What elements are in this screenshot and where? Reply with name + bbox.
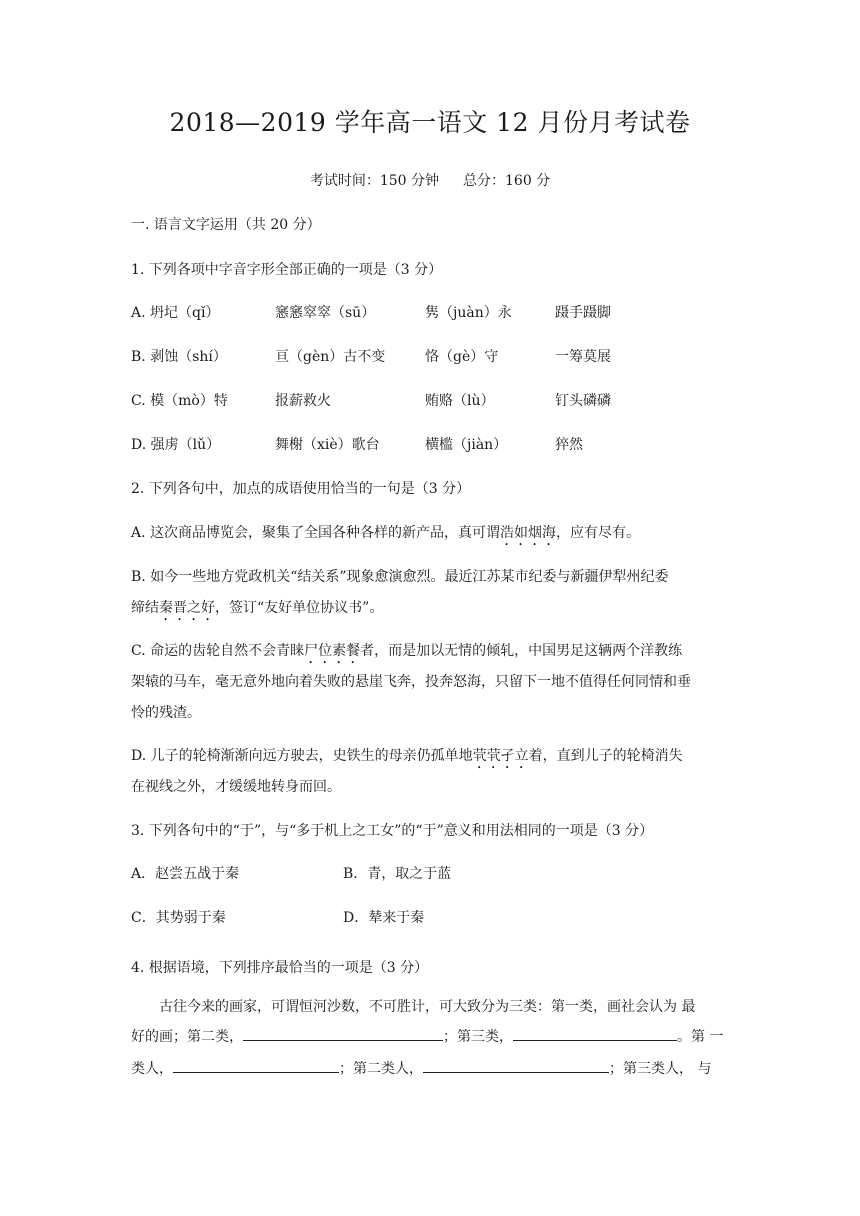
q2-a-text: A. 这次商品博览会，聚集了全国各种各样的新产品，真可谓	[131, 525, 501, 541]
fill-blank-1[interactable]	[243, 1026, 443, 1041]
q2-b-text: 缔结	[131, 600, 159, 616]
q4-text: 类人，	[131, 1061, 173, 1077]
question-4-stem: 4. 根据语境，下列排序最恰当的一项是（3 分）	[131, 960, 429, 976]
q1-option-b-1: B. 剥蚀（shí）	[131, 349, 227, 365]
q1-option-a-4: 蹑手蹑脚	[555, 305, 611, 321]
q1-option-b-4: 一筹莫展	[555, 349, 611, 365]
q2-option-a	[131, 522, 640, 549]
q1-option-d-2: 舞榭（xiè）歌台	[275, 437, 380, 453]
exam-info	[0, 170, 860, 190]
q4-passage-line3	[131, 1058, 711, 1078]
q2-c-dotted-idiom: 尸位素餐	[304, 643, 361, 659]
q2-option-c-line3: 怜的残渣。	[131, 705, 201, 721]
fill-blank-2[interactable]	[513, 1026, 677, 1041]
q2-option-d-line2: 在视线之外，才缓缓地转身而回。	[131, 779, 341, 795]
exam-total-score: 总分：160 分	[463, 173, 551, 189]
q2-option-b-line1: B. 如今一些地方党政机关“结关系”现象愈演愈烈。最近江苏某市纪委与新疆伊犁州纪委	[131, 569, 669, 585]
q4-passage-line2	[131, 1026, 723, 1046]
q1-option-c-2: 报薪救火	[275, 393, 331, 409]
q4-text: ；第三类，	[443, 1029, 513, 1045]
q4-passage-line1: 古往今来的画家，可谓恒河沙数，不可胜计，可大致分为三类：第一类，画社会认为 最	[159, 999, 696, 1015]
q3-option-c: C．其势弱于秦	[131, 910, 226, 926]
q4-text: 。第 一	[677, 1029, 724, 1045]
q2-c-text-end: 者，而是加以无情的倾轧，中国男足这辆两个洋教练	[360, 643, 683, 659]
q1-option-b-2: 亘（gèn）古不变	[275, 349, 386, 365]
q2-option-c-line2: 架辕的马车，毫无意外地向着失败的悬崖飞奔，投奔怒海，只留下一地不值得任何同情和垂	[131, 674, 691, 690]
question-1-stem: 1. 下列各项中字音字形全部正确的一项是（3 分）	[131, 262, 443, 278]
q1-option-d-4: 猝然	[555, 437, 583, 453]
q2-a-dotted-idiom: 浩如烟海	[500, 525, 557, 541]
fill-blank-4[interactable]	[423, 1058, 609, 1073]
q3-option-d: D．辇来于秦	[343, 910, 425, 926]
q2-option-c-line1	[131, 640, 682, 667]
question-2-stem: 2. 下列各句中，加点的成语使用恰当的一句是（3 分）	[131, 481, 471, 497]
q2-d-text: D. 儿子的轮椅渐渐向远方驶去，史铁生的母亲仍孤单地	[131, 748, 473, 764]
q3-option-b: B．青，取之于蓝	[343, 866, 452, 882]
q1-option-d-1: D. 强虏（lǔ）	[131, 437, 221, 453]
section-heading: 一. 语言文字运用（共 20 分）	[131, 217, 321, 233]
q1-option-c-4: 钉头磷磷	[555, 393, 611, 409]
q4-text: ；第二类人，	[339, 1061, 423, 1077]
q1-option-a-2: 窸窸窣窣（sū）	[275, 305, 376, 321]
q4-text: 好的画；第二类，	[131, 1029, 243, 1045]
q3-option-a: A．赵尝五战于秦	[131, 866, 240, 882]
q2-b-text-end: ，签订“友好单位协议书”。	[215, 600, 384, 616]
q1-option-b-3: 恪（gè）守	[425, 349, 499, 365]
q1-option-a-3: 隽（juàn）永	[425, 305, 512, 321]
q2-c-text: C. 命运的齿轮自然不会青睐	[131, 643, 305, 659]
q2-option-b-line2	[131, 597, 383, 624]
question-3-stem: 3. 下列各句中的“于”，与“多于机上之工女”的“于”意义和用法相同的一项是（3 分）	[131, 823, 654, 839]
q2-d-text-end: 着，直到儿子的轮椅消失	[528, 748, 683, 764]
q2-b-dotted-idiom: 秦晋之好	[159, 600, 215, 616]
q1-option-a-1: A. 坍圮（qǐ）	[131, 305, 220, 321]
q1-option-c-1: C. 模（mò）特	[131, 393, 228, 409]
exam-time: 考试时间：150 分钟	[309, 173, 439, 189]
page-title: 2018—2019 学年高一语文 12 月份月考试卷	[169, 108, 691, 137]
q1-option-d-3: 横槛（jiàn）	[425, 437, 508, 453]
q2-d-dotted-idiom: 茕茕孑立	[472, 748, 529, 764]
fill-blank-3[interactable]	[173, 1058, 339, 1073]
q4-text: ；第三类人， 与	[609, 1061, 712, 1077]
q2-a-text-end: ，应有尽有。	[556, 525, 641, 541]
q1-option-c-3: 贿赂（lù）	[425, 393, 495, 409]
q2-option-d-line1	[131, 745, 683, 772]
